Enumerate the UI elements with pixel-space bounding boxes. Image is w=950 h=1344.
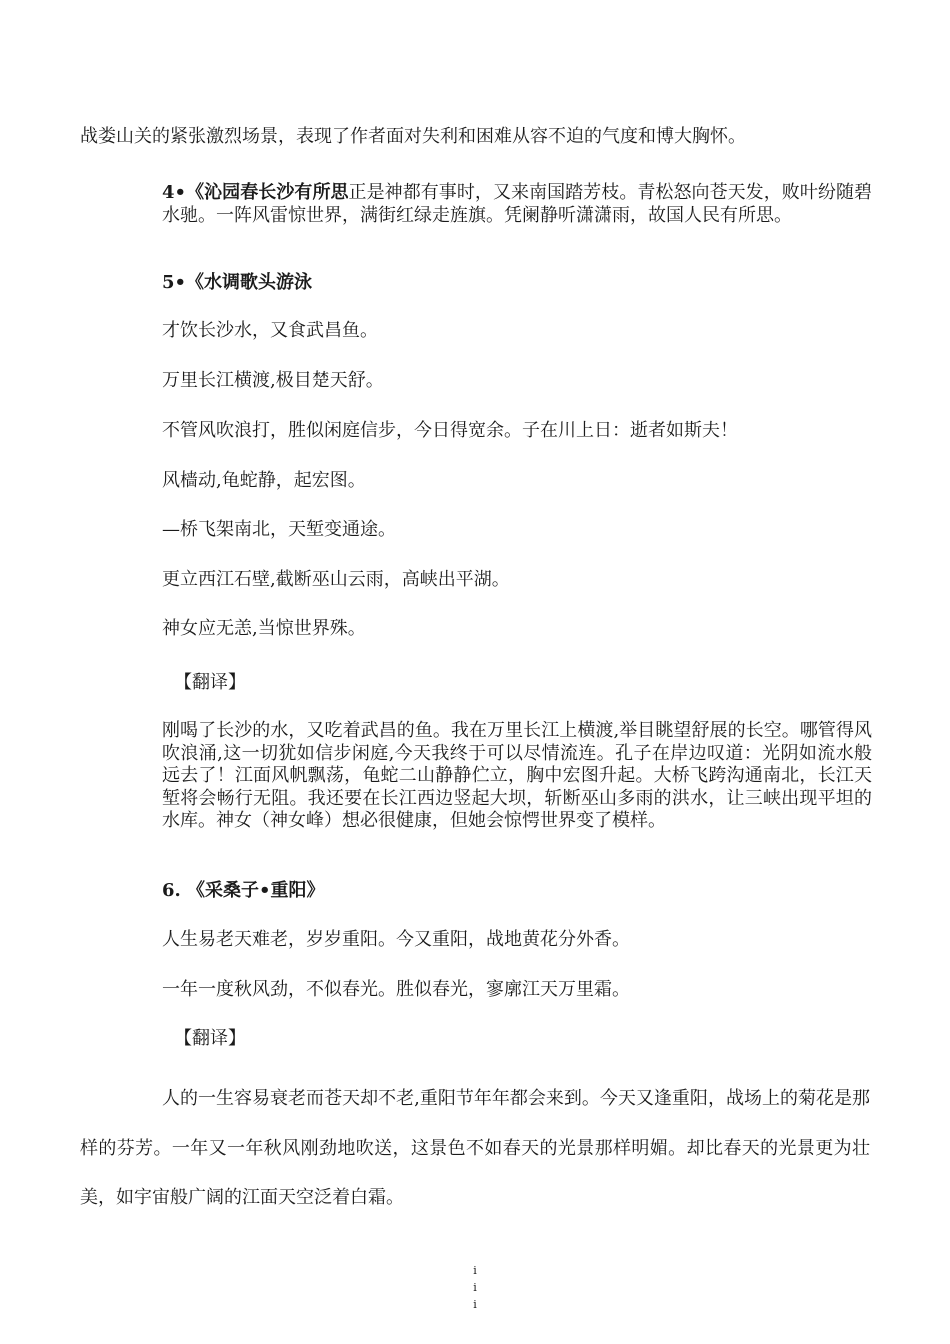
poem5-line: 更立西江石壁,截断巫山云雨，高峡出平湖。: [162, 569, 510, 590]
intro-tail-paragraph: 战娄山关的紧张激烈场景，表现了作者面对失利和困难从容不迫的气度和博大胸怀。: [80, 126, 746, 147]
poem5-title: 5•《水调歌头游泳: [162, 272, 313, 293]
poem5-line: 风樯动,龟蛇静，起宏图。: [162, 470, 366, 491]
page-number: [470, 1262, 480, 1313]
poem6-translation-heading: 【翻译】: [174, 1028, 246, 1049]
poem5-line: 不管风吹浪打，胜似闲庭信步，今日得宽余。子在川上日：逝者如斯夫！: [162, 420, 738, 441]
poem5-translation: 刚喝了长沙的水，又吃着武昌的鱼。我在万里长江上横渡,举目眺望舒展的长空。哪管得风吹浪涌,这一切犹如信步闲庭,今天我终于可以尽情流连。孔子在岸边叹道：光阴如流水般远去了！江面风帆飘荡，龟蛇二山静静伫立，胸中宏图升起。大桥飞跨沟通南北，长江天堑将会畅行无阻。我还要在长江西边竖起大坝，斩断巫山多雨的洪水，让三峡出现平坦的水库。神女（神女峰）想必很健康，但她会惊愕世界变了模样。: [162, 720, 872, 832]
poem5-line: 万里长江横渡,极目楚天舒。: [162, 370, 384, 391]
poem4-title: 4•《沁园春长沙有所思: [162, 182, 349, 203]
poem5-line: 神女应无恙,当惊世界殊。: [162, 618, 366, 639]
poem5-line: —桥飞架南北，天堑变通途。: [162, 519, 396, 540]
poem6-line: 人生易老天难老，岁岁重阳。今又重阳，战地黄花分外香。: [162, 929, 630, 950]
page-number-text: iii: [473, 1264, 477, 1311]
poem4-paragraph: [162, 182, 872, 227]
poem6-translation: 人的一生容易衰老而苍天却不老,重阳节年年都会来到。今天又逢重阳，战场上的菊花是那样的芬芳。一年又一年秋风刚劲地吹送，这景色不如春天的光景那样明媚。却比春天的光景更为壮美，如宇宙般广阔的江面天空泛着白霜。: [80, 1088, 870, 1208]
poem6-line: 一年一度秋风劲，不似春光。胜似春光，寥廓江天万里霜。: [162, 979, 630, 1000]
poem5-line: 才饮长沙水，又食武昌鱼。: [162, 320, 378, 341]
poem4-body: 正是神都有事时，又来南国踏芳枝。青松怒向苍天发，败叶纷随碧水驰。一阵风雷惊世界，满街红绿走旌旗。凭阑静听潇潇雨，故国人民有所思。: [162, 182, 872, 226]
poem6-title: 6. 《采桑子•重阳》: [162, 880, 325, 901]
poem5-translation-heading: 【翻译】: [174, 672, 246, 693]
